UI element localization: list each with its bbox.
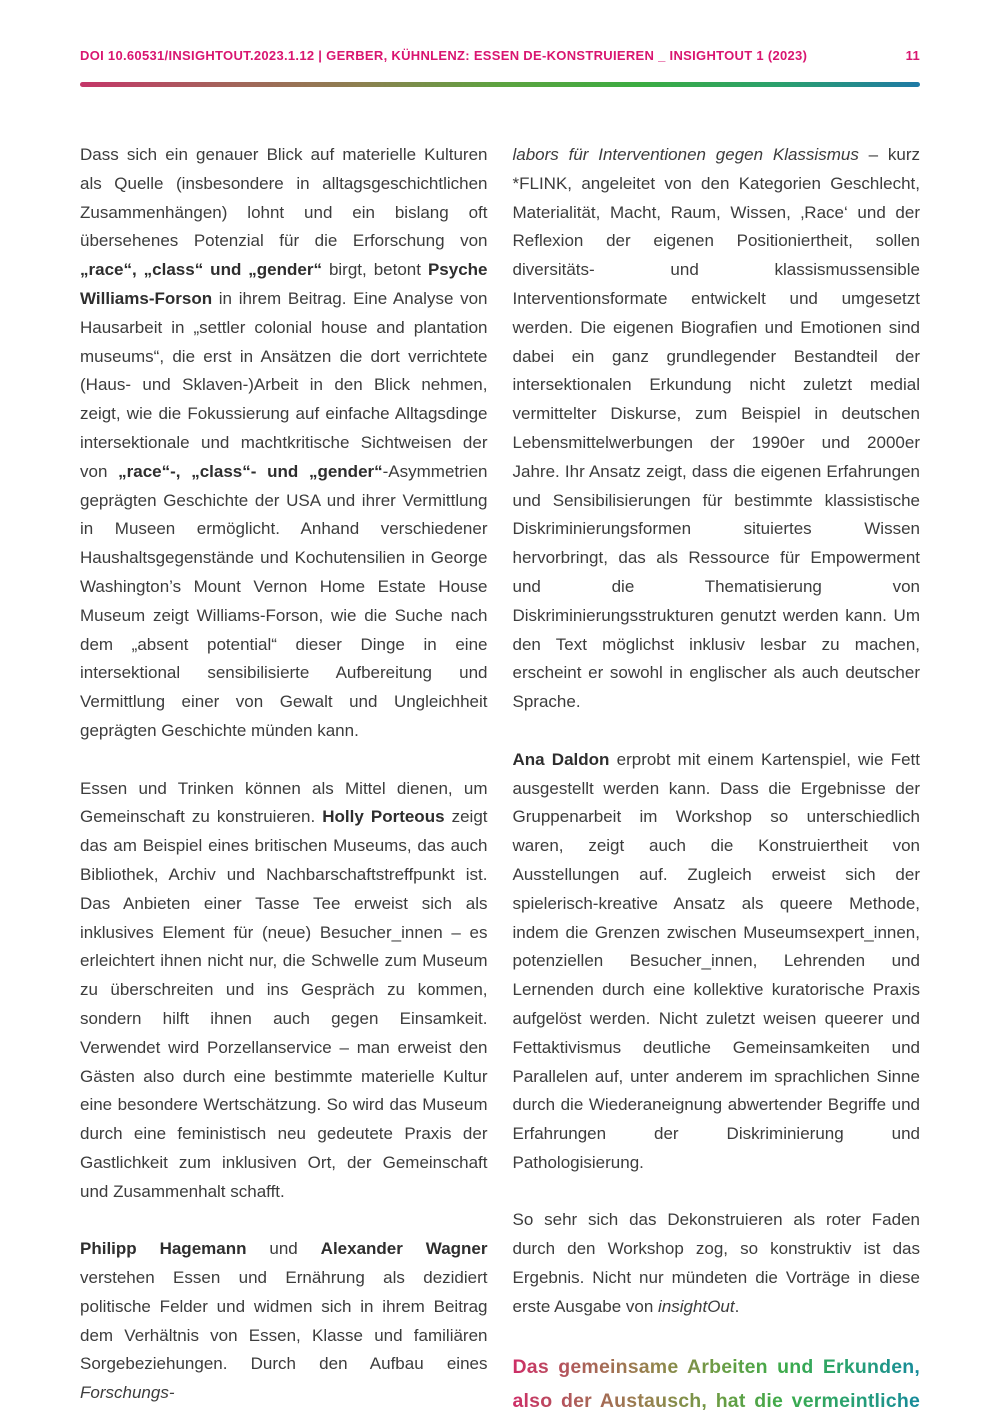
text-segment: Alexander Wagner — [320, 1239, 488, 1259]
paragraph — [80, 1235, 488, 1408]
column-right — [513, 141, 921, 1414]
content-columns — [80, 141, 920, 1414]
text-segment: Forschungs- — [80, 1383, 175, 1403]
gradient-divider — [80, 82, 920, 87]
column-left — [80, 141, 488, 1414]
text-segment: „race“-, „class“- und „gender“ — [118, 461, 383, 481]
paragraph — [80, 141, 488, 746]
text-segment: Ana Daldon — [512, 749, 610, 769]
page-header — [80, 48, 920, 63]
text-segment: erprobt mit einem Kartenspiel, wie Fett ausgestellt werden kann. Dass die Ergebnisse der Gruppenarbeit im Workshop so unterschiedlich waren, zeigt auch die Konstruiertheit von Ausstellungen auf. Zugleich erweist sich der spielerisch-kreative Ansatz als queere Methode, indem die Grenzen zwischen Museumsexpert_innen, potenziellen Besucher_innen, Lehrenden und Lernenden durch eine kollektive kuratorische Praxis aufgelöst werden. Nicht zuletzt weisen queerer und Fettaktivismus deutliche Gemeinsamkeiten und Parallelen auf, unter anderem im sprachlichen Sinne durch die Wiederaneignung abwertender Begriffe und Erfahrungen der Diskriminierung und Pathologisierung. — [512, 749, 920, 1172]
text-segment: Philipp Hagemann — [80, 1239, 247, 1259]
text-segment: So sehr sich das Dekonstruieren als roter Faden durch den Workshop zog, so konstruktiv ist das Ergebnis. Nicht nur mündeten die Vorträge in diese erste Ausgabe von — [512, 1210, 920, 1316]
text-segment: labors für Interventionen gegen Klassismus — [512, 145, 859, 164]
text-segment: Das gemeinsame Arbeiten und Erkunden, also der Austausch, hat die vermeintliche — [512, 1356, 920, 1413]
text-segment: . — [734, 1296, 740, 1316]
text-segment: Dass sich ein genauer Blick auf materielle Kulturen als Quelle (insbesondere in alltagsgeschichtlichen Zusammenhängen) lohnt und ein bislang oft übersehenes Potenzial für die Erforschung von — [80, 145, 488, 251]
page-number: 11 — [905, 48, 920, 63]
text-segment: Essen und Trinken können als Mittel dienen, um Gemeinschaft zu konstruieren. — [80, 778, 488, 827]
text-segment: insightOut — [658, 1296, 735, 1316]
doi-line: DOI 10.60531/INSIGHTOUT.2023.1.12 | GERBER, KÜHNLENZ: ESSEN DE-KONSTRUIEREN _ INSIGHTOUT 1 (2023) — [80, 48, 808, 63]
text-segment: und — [246, 1239, 321, 1259]
paragraph — [513, 746, 921, 1178]
text-segment: „race“, „class“ und „gender“ — [80, 260, 322, 280]
text-segment: birgt, betont — [321, 260, 428, 280]
paragraph — [513, 1206, 921, 1321]
text-segment: Psyche Williams-Forson — [80, 260, 488, 308]
text-segment: -Asymmetrien geprägten Geschichte der USA und ihrer Vermittlung in Museen ermöglicht. Anhand verschiedener Haushaltsgegenstände und Kochutensilien in George Washington’s Mount Vernon Home Estate House Museum zeigt Williams-Forson, wie die Suche nach dem „absent potential“ dieser Dinge in eine intersektional sensibilisierte Aufbereitung und Vermittlung einer von Gewalt und Ungleichheit geprägten Geschichte münden kann. — [80, 461, 488, 740]
paragraph — [80, 775, 488, 1207]
paragraph — [513, 141, 921, 717]
accent-paragraph — [513, 1350, 921, 1414]
text-segment: verstehen Essen und Ernährung als dezidiert politische Felder und widmen sich in ihrem Beitrag dem Verhältnis von Essen, Klasse und familiären Sorgebeziehungen. Durch den Aufbau eines — [80, 1268, 488, 1374]
text-segment: in ihrem Beitrag. Eine Analyse von Hausarbeit in „settler colonial house and plantation museums“, die erst in Ansätzen die dort verrichtete (Haus- und Sklaven-)Arbeit in den Blick nehmen, zeigt, wie die Fokussierung auf einfache Alltagsdinge intersektionale und machtkritische Sichtweisen der von — [80, 288, 488, 481]
text-segment: zeigt das am Beispiel eines britischen Museums, das auch Bibliothek, Archiv und Nachbarschaftstreffpunkt ist. Das Anbieten einer Tasse Tee erweist sich als inklusives Element für (neue) Besucher_innen – es erleichtert ihnen nicht nur, die Schwelle zum Museum zu überschreiten und ins Gespräch zu kommen, sondern hilft ihnen auch gegen Einsamkeit. Verwendet wird Porzellanservice – man erweist den Gästen also durch eine bestimmte materielle Kultur eine besondere Wertschätzung. So wird das Museum durch eine feministisch neu gedeutete Praxis der Gastlichkeit zum inklusiven Ort, der Gemeinschaft und Zusammenhalt schafft. — [80, 807, 488, 1201]
text-segment: Holly Porteous — [322, 807, 445, 827]
text-segment: – kurz *FLINK, angeleitet von den Kategorien Geschlecht, Materialität, Macht, Raum, Wissen, ‚Race‘ und der Reflexion der eigenen Positioniertheit, sollen diversitäts- und klassismussensible Interventionsformate entwickelt und umgesetzt werden. Die eigenen Biografien und Emotionen sind dabei ein ganz grundlegender Bestandteil der intersektionalen Erkundung nicht zuletzt medial vermittelter Diskurse, zum Beispiel in deutschen Lebensmittelwerbungen der 1990er und 2000er Jahre. Ihr Ansatz zeigt, dass die eigenen Erfahrungen und Sensibilisierungen für bestimmte klassistische Diskriminierungsformen situiertes Wissen hervorbringt, das als Ressource für Empowerment und die Thematisierung von Diskriminierungsstrukturen genutzt werden kann. Um den Text möglichst inklusiv lesbar zu machen, erscheint er sowohl in englischer als auch deutscher Sprache. — [512, 145, 920, 712]
